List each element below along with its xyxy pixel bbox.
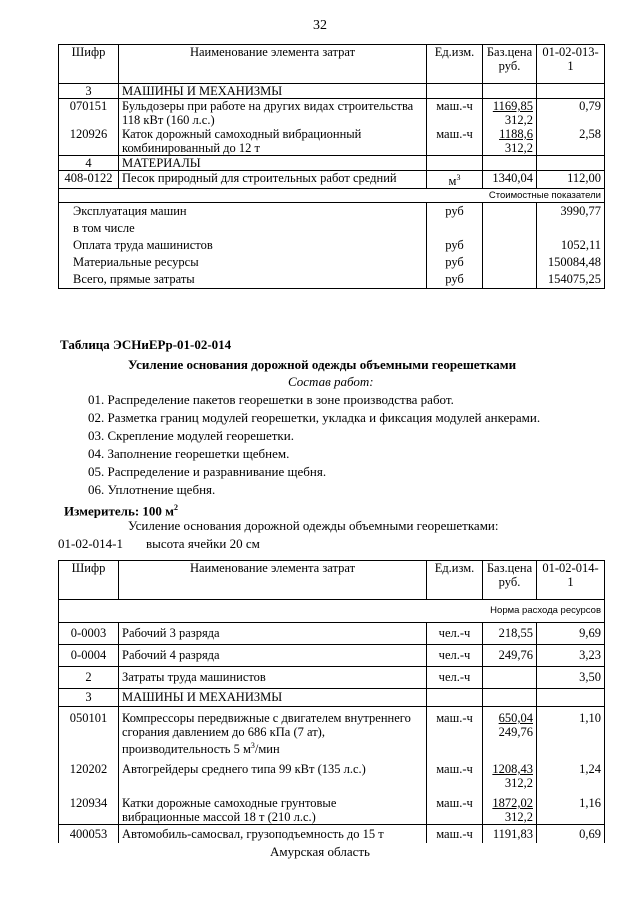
row-name: Автогрейдеры среднего типа 99 кВт (135 л.с.): [119, 756, 427, 790]
table-title: Таблица ЭСНиЕРр-01-02-014: [60, 337, 232, 352]
header-price: Баз.цена руб.: [483, 45, 537, 84]
row-unit: чел.-ч: [427, 623, 483, 645]
sum-row: [59, 254, 605, 271]
sum-value: [537, 220, 605, 237]
table-row: [59, 756, 605, 790]
sum-row: [59, 271, 605, 289]
row-code: 400053: [59, 825, 119, 844]
row-value: 1,16: [537, 790, 605, 825]
work-item: 02. Разметка границ модулей георешетки, укладка и фиксация модулей анкерами.: [88, 410, 541, 425]
sum-unit: руб: [427, 203, 483, 221]
row-name: Катки дорожные самоходные грунтовые вибрационные массой 18 т (210 л.с.): [119, 790, 427, 825]
work-item: 06. Уплотнение щебня.: [88, 482, 216, 497]
header-price: Баз.цена руб.: [483, 561, 537, 600]
row-value: 3,23: [537, 645, 605, 667]
subheader-row: [59, 600, 605, 623]
page-footer: Амурская область: [270, 844, 370, 859]
row-name: Каток дорожный самоходный вибрационный комбинированный до 12 т: [119, 127, 427, 156]
table-row: [59, 99, 605, 128]
row-unit: маш.-ч: [427, 790, 483, 825]
row-name: Автомобиль-самосвал, грузоподъемность до 15 т: [119, 825, 427, 844]
table-row: [59, 171, 605, 189]
table-row: [59, 645, 605, 667]
section-title: МАШИНЫ И МЕХАНИЗМЫ: [119, 689, 427, 707]
row-name: Компрессоры передвижные с двигателем внутреннего сгорания давлением до 686 кПа (7 ат), производительность 5 $м^3$/мин: [119, 707, 427, 757]
item-code: 01-02-014-1: [58, 536, 123, 551]
work-item: 01. Распределение пакетов георешетки в зоне производства работ.: [88, 392, 454, 407]
works-title: Состав работ:: [288, 374, 374, 389]
row-name: Затраты труда машинистов: [119, 667, 427, 689]
sum-name: Оплата труда машинистов: [59, 237, 427, 254]
row-price: 650,04 249,76: [483, 707, 537, 757]
row-price: 1208,43 312,2: [483, 756, 537, 790]
table-row: [59, 825, 605, 844]
section-number: 3: [59, 84, 119, 99]
section-number: 2: [59, 667, 119, 689]
section-title: МАТЕРИАЛЫ: [119, 156, 427, 171]
cost-table-014: [58, 560, 605, 843]
sum-unit: руб: [427, 237, 483, 254]
item-description: Усиление основания дорожной одежды объемными георешетками:: [128, 518, 499, 533]
row-code: 120934: [59, 790, 119, 825]
section-heading: Усиление основания дорожной одежды объемными георешетками: [128, 357, 517, 372]
section-number: 3: [59, 689, 119, 707]
row-name: Рабочий 4 разряда: [119, 645, 427, 667]
table-header: [59, 561, 605, 600]
table-row: [59, 790, 605, 825]
row-unit: чел.-ч: [427, 645, 483, 667]
row-code: 0-0004: [59, 645, 119, 667]
table-header: [59, 45, 605, 84]
row-unit: маш.-ч: [427, 825, 483, 844]
row-unit: маш.-ч: [427, 127, 483, 156]
sum-unit: руб: [427, 254, 483, 271]
subheader-resource-norm: Норма расхода ресурсов: [59, 600, 605, 623]
table-row: [59, 707, 605, 757]
row-price: 1188,6 312,2: [483, 127, 537, 156]
header-name: Наименование элемента затрат: [119, 45, 427, 84]
table-row: [59, 667, 605, 689]
section-row: [59, 84, 605, 99]
sum-row: [59, 237, 605, 254]
row-price: 1169,85 312,2: [483, 99, 537, 128]
subheader-row: [59, 189, 605, 203]
header-unit: Ед.изм.: [427, 45, 483, 84]
sum-value: 1052,11: [537, 237, 605, 254]
subheader-cost-indicators: Стоимостные показатели: [59, 189, 605, 203]
row-unit: маш.-ч: [427, 99, 483, 128]
row-value: 2,58: [537, 127, 605, 156]
row-unit: $м^3$: [427, 171, 483, 189]
row-unit: маш.-ч: [427, 707, 483, 757]
section-row: [59, 156, 605, 171]
sum-name: Материальные ресурсы: [59, 254, 427, 271]
sum-name: Всего, прямые затраты: [59, 271, 427, 289]
row-name: Рабочий 3 разряда: [119, 623, 427, 645]
row-unit: маш.-ч: [427, 756, 483, 790]
row-price: 218,55: [483, 623, 537, 645]
sum-value: 154075,25: [537, 271, 605, 289]
header-name: Наименование элемента затрат: [119, 561, 427, 600]
sum-row: [59, 203, 605, 221]
table-row: [59, 623, 605, 645]
row-price: 1191,83: [483, 825, 537, 844]
meter-label: Измеритель: 100 $м^2$: [64, 503, 179, 519]
header-norm-code: 01-02-014-1: [537, 561, 605, 600]
item-detail: высота ячейки 20 см: [146, 536, 260, 551]
table-row: [59, 127, 605, 156]
sum-row: [59, 220, 605, 237]
row-unit: чел.-ч: [427, 667, 483, 689]
cost-table-013: [58, 44, 605, 289]
sum-name: в том числе: [59, 220, 427, 237]
header-code: Шифр: [59, 45, 119, 84]
row-value: 1,10: [537, 707, 605, 757]
row-value: 9,69: [537, 623, 605, 645]
row-code: 120926: [59, 127, 119, 156]
sum-name: Эксплуатация машин: [59, 203, 427, 221]
row-value: 1,24: [537, 756, 605, 790]
sum-value: 3990,77: [537, 203, 605, 221]
row-code: 050101: [59, 707, 119, 757]
sum-unit: [427, 220, 483, 237]
sum-unit: руб: [427, 271, 483, 289]
sum-value: 150084,48: [537, 254, 605, 271]
row-name: Песок природный для строительных работ средний: [119, 171, 427, 189]
row-value: 0,79: [537, 99, 605, 128]
header-unit: Ед.изм.: [427, 561, 483, 600]
work-item: 03. Скрепление модулей георешетки.: [88, 428, 294, 443]
row-name: Бульдозеры при работе на других видах строительства 118 кВт (160 л.с.): [119, 99, 427, 128]
section-number: 4: [59, 156, 119, 171]
header-code: Шифр: [59, 561, 119, 600]
row-code: 0-0003: [59, 623, 119, 645]
work-item: 04. Заполнение георешетки щебнем.: [88, 446, 290, 461]
row-value: 112,00: [537, 171, 605, 189]
row-price: 1340,04: [483, 171, 537, 189]
row-price: 1872,02 312,2: [483, 790, 537, 825]
row-price: 249,76: [483, 645, 537, 667]
row-code: 408-0122: [59, 171, 119, 189]
row-value: 3,50: [537, 667, 605, 689]
row-code: 120202: [59, 756, 119, 790]
section-title: МАШИНЫ И МЕХАНИЗМЫ: [119, 84, 427, 99]
row-value: 0,69: [537, 825, 605, 844]
row-code: 070151: [59, 99, 119, 128]
header-norm-code: 01-02-013-1: [537, 45, 605, 84]
section-row: [59, 689, 605, 707]
page-number: 32: [313, 18, 327, 33]
work-item: 05. Распределение и разравнивание щебня.: [88, 464, 327, 479]
